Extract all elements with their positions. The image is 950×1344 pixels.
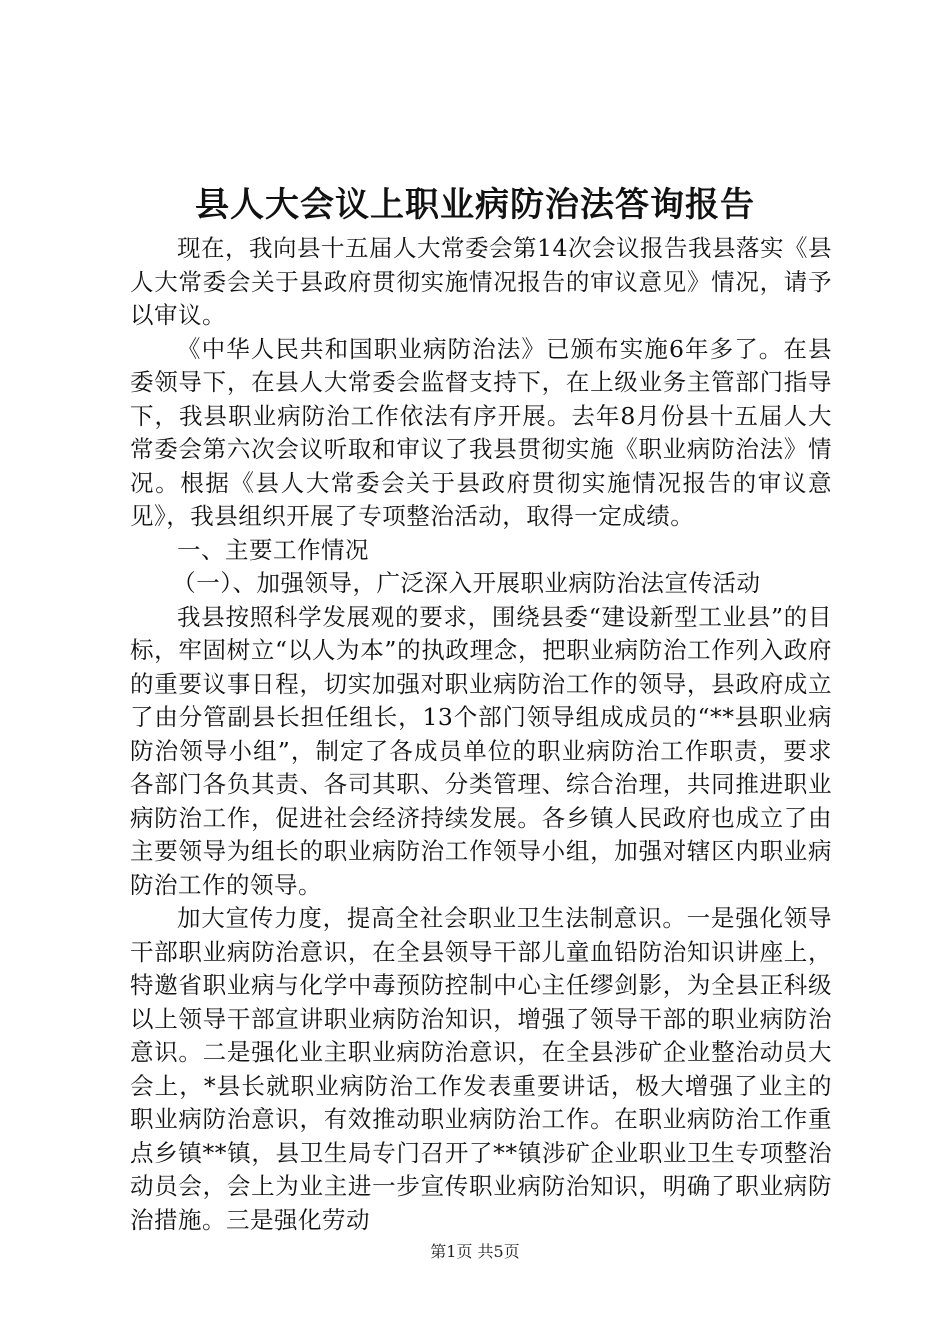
paragraph-publicity: 加大宣传力度，提高全社会职业卫生法制意识。一是强化领导干部职业病防治意识，在全县领导干部儿童血铅防治知识讲座上，特邀省职业病与化学中毒预防控制中心主任缪剑影，为全县正科级以上领导干部宣讲职业病防治知识，增强了领导干部的职业病防治意识。二是强化业主职业病防治意识，在全县涉矿企业整治动员大会上，*县长就职业病防治工作发表重要讲话，极大增强了业主的职业病防治意识，有效推动职业病防治工作。在职业病防治工作重点乡镇**镇，县卫生局专门召开了**镇涉矿企业职业卫生专项整治动员会，会上为业主进一步宣传职业病防治知识，明确了职业病防治措施。三是强化劳动 <box>130 904 832 1234</box>
document-title: 县人大会议上职业病防治法答询报告 <box>195 185 755 225</box>
paragraph-background: 《中华人民共和国职业病防治法》已颁布实施6年多了。在县委领导下，在县人大常委会监督支持下，在上级业务主管部门指导下，我县职业病防治工作依法有序开展。去年8月份县十五届人大常委会第六次会议听取和审议了我县贯彻实施《职业病防治法》情况。根据《县人大常委会关于县政府贯彻实施情况报告的审议意见》，我县组织开展了专项整治活动，取得一定成绩。 <box>130 334 832 530</box>
subsection-heading: （一）、加强领导，广泛深入开展职业病防治法宣传活动 <box>172 569 761 597</box>
paragraph-leadership: 我县按照科学发展观的要求，围绕县委“建设新型工业县”的目标，牢固树立“以人为本”的执政理念，把职业病防治工作列入政府的重要议事日程，切实加强对职业病防治工作的领导，县政府成立了由分管副县长担任组长，13个部门领导组成成员的“**县职业病防治领导小组”，制定了各成员单位的职业病防治工作职责，要求各部门各负其责、各司其职、分类管理、综合治理，共同推进职业病防治工作，促进社会经济持续发展。各乡镇人民政府也成立了由主要领导为组长的职业病防治工作领导小组，加强对辖区内职业病防治工作的领导。 <box>130 602 832 899</box>
document-body <box>130 232 832 1237</box>
page-footer: 第1页 共5页 <box>430 1242 520 1261</box>
section-heading: 一、主要工作情况 <box>177 535 369 564</box>
paragraph-intro: 现在，我向县十五届人大常委会第14次会议报告我县落实《县人大常委会关于县政府贯彻实施情况报告的审议意见》情况，请予以审议。 <box>130 234 832 329</box>
